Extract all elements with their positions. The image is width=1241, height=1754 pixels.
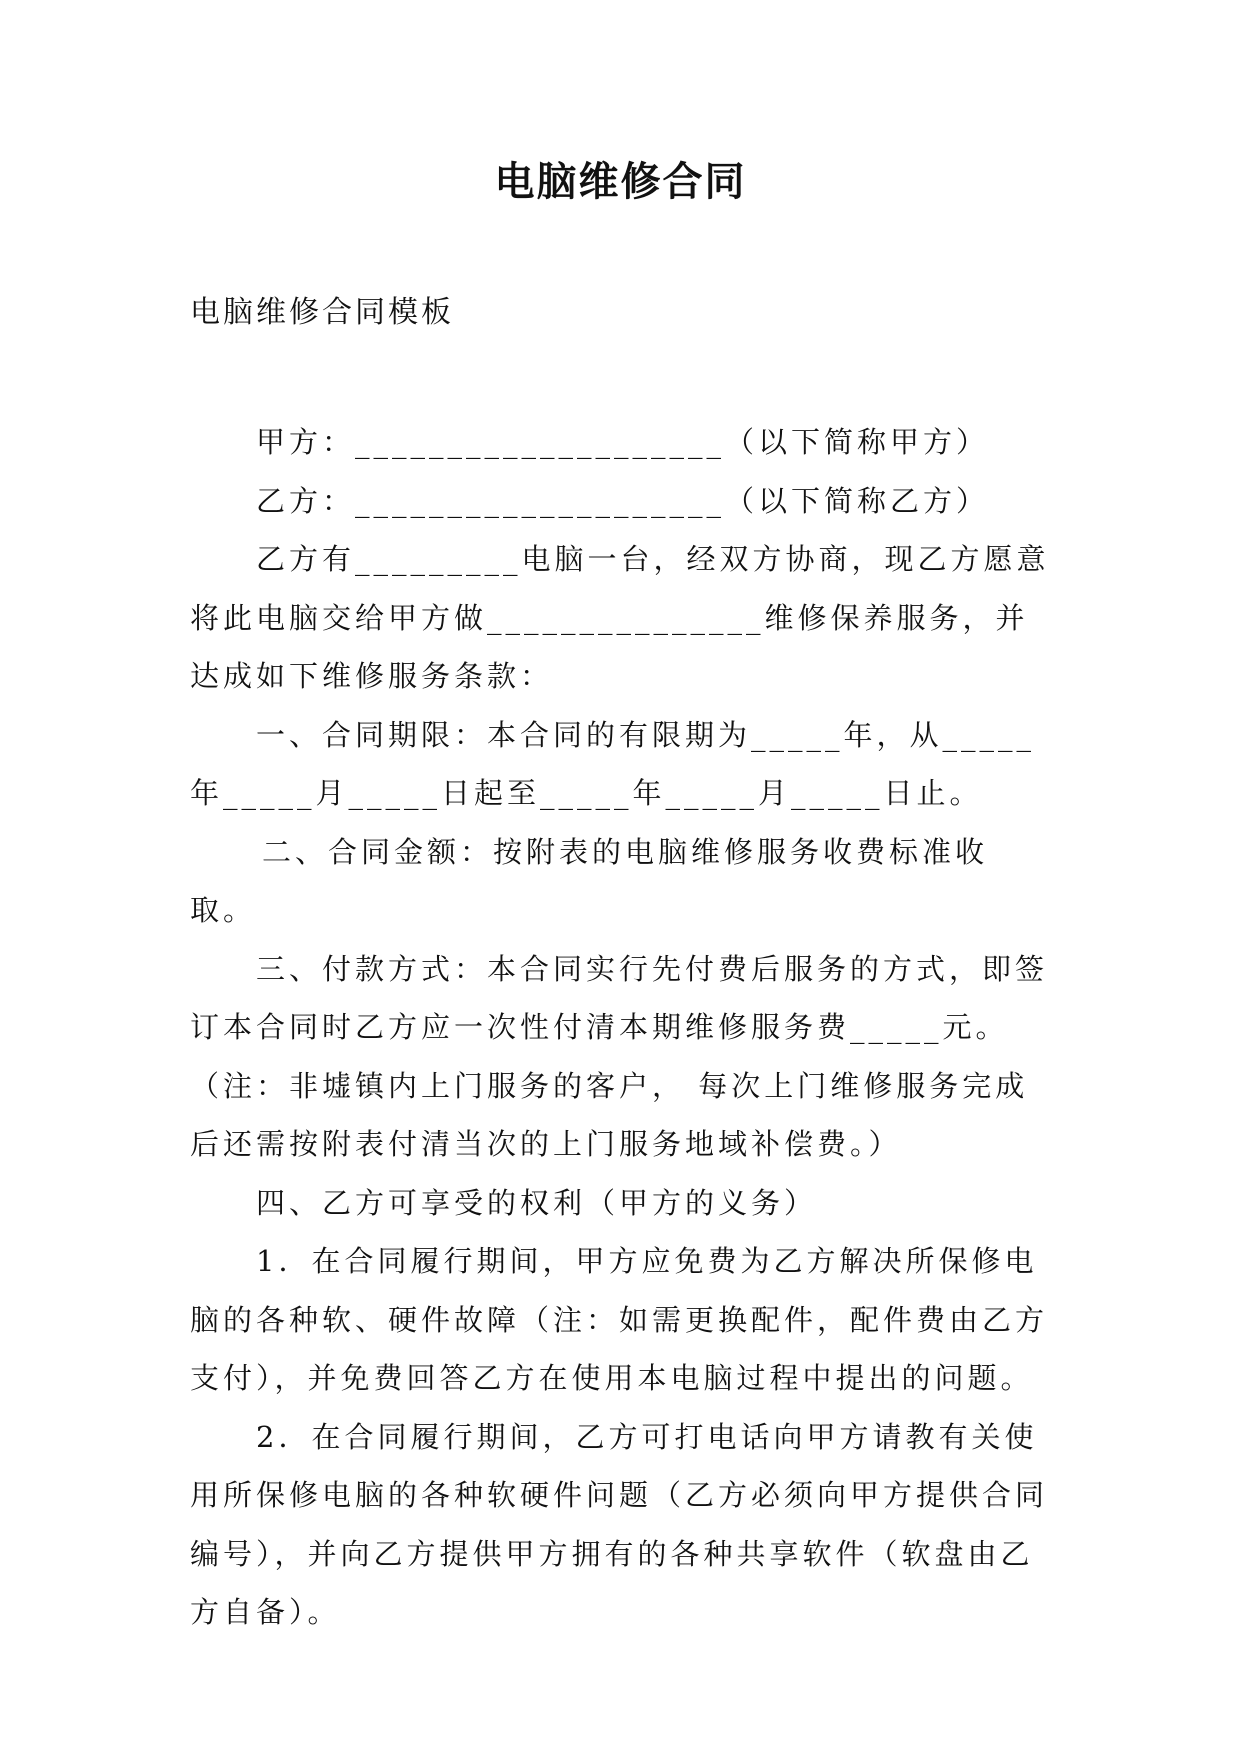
clause-rights-item-1: 1．在合同履行期间，甲方应免费为乙方解决所保修电脑的各种软、硬件故障（注：如需更换配件，配件费由乙方支付），并免费回答乙方在使用本电脑过程中提出的问题。 — [190, 1244, 1049, 1395]
party-a-line: 甲方：____________________（以下简称甲方） — [256, 425, 990, 459]
clause-amount: 二、合同金额：按附表的电脑维修服务收费标准收取。 — [190, 834, 989, 927]
document-body — [190, 293, 1050, 1642]
party-b-line: 乙方：____________________（以下简称乙方） — [256, 483, 990, 518]
clause-rights-item-2: 2．在合同履行期间，乙方可打电话向甲方请教有关使用所保修电脑的各种软硬件问题（乙方必须向甲方提供合同编号），并向乙方提供甲方拥有的各种共享软件（软盘由乙方自备）。 — [190, 1419, 1049, 1629]
intro-paragraph: 乙方有_________电脑一台，经双方协商，现乙方愿意将此电脑交给甲方做_______________维修保养服务，并达成如下维修服务条款： — [190, 542, 1050, 693]
clause-rights-heading: 四、乙方可享受的权利（甲方的义务） — [256, 1185, 818, 1220]
document-subtitle: 电脑维修合同模板 — [190, 295, 454, 330]
document-title: 电脑维修合同 — [494, 159, 747, 205]
clause-payment: 三、付款方式：本合同实行先付费后服务的方式，即签订本合同时乙方应一次性付清本期维修服务费_____元。（注：非墟镇内上门服务的客户， 每次上门维修服务完成后还需按附表付清当次的上门服务地域补偿费。） — [190, 951, 1049, 1161]
clause-term: 一、合同期限：本合同的有限期为_____年，从_____年_____月_____日起至_____年_____月_____日止。 — [190, 717, 1036, 810]
